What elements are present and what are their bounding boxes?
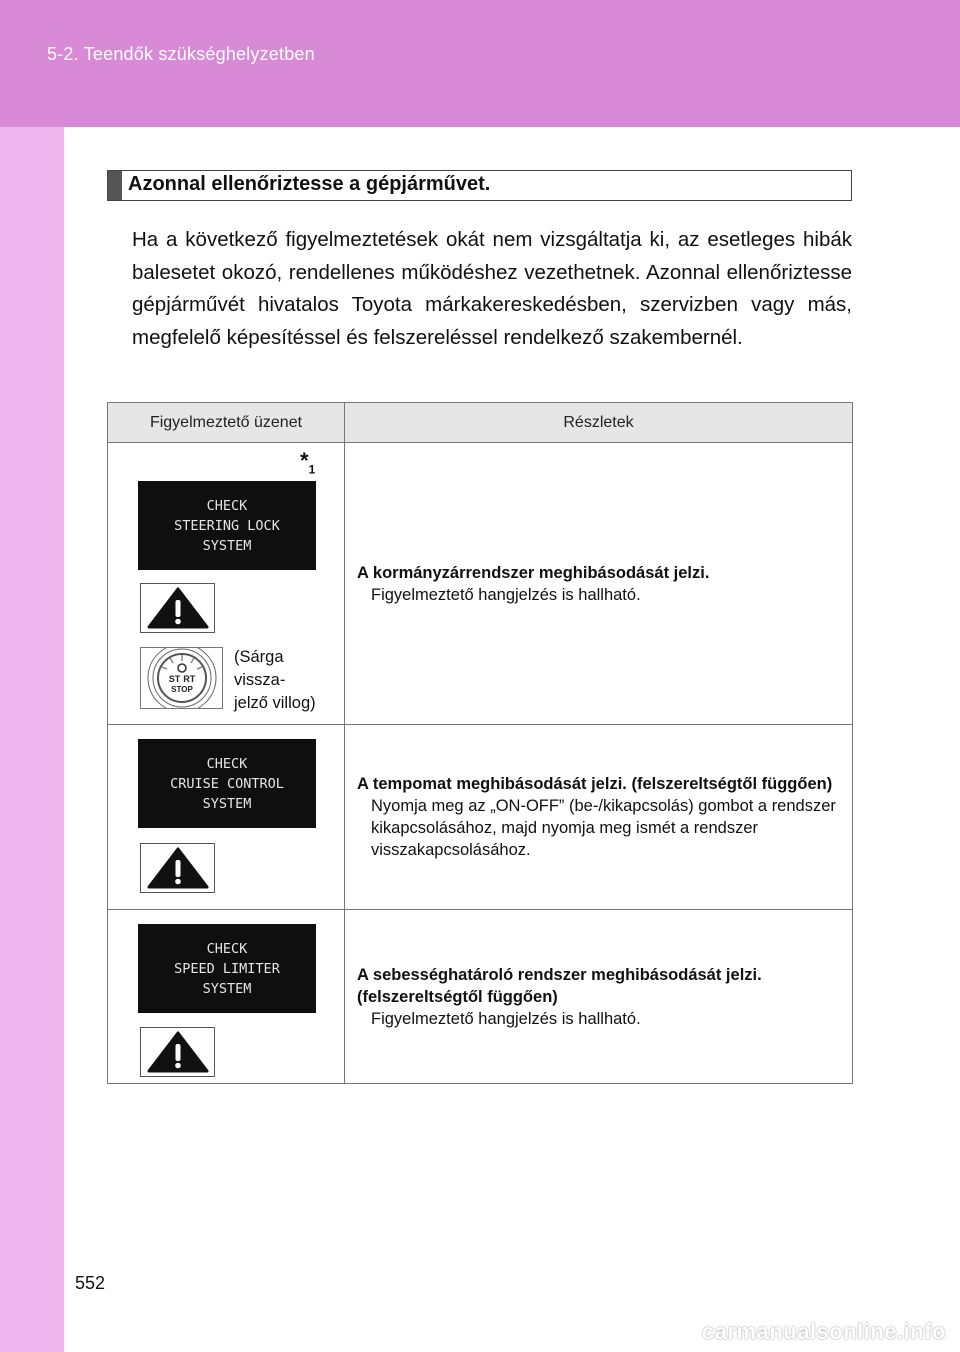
lcd-display: CHECK CRUISE CONTROL SYSTEM — [138, 739, 316, 828]
detail-text: Figyelmeztető hangjelzés is hallható. — [371, 1009, 641, 1028]
table-row — [108, 910, 853, 1084]
table-header-row — [108, 403, 853, 443]
column-header-details: Részletek — [345, 403, 853, 443]
svg-text:STOP: STOP — [170, 685, 193, 694]
detail-title: A tempomat meghibásodását jelzi. (felszereltségtől függően) — [357, 775, 833, 793]
warning-triangle-icon — [140, 843, 215, 893]
message-cell — [108, 725, 345, 910]
section-heading — [107, 170, 852, 201]
details-cell — [345, 910, 853, 1084]
lcd-display: CHECK STEERING LOCK SYSTEM — [138, 481, 316, 570]
page-header — [0, 0, 960, 127]
intro-paragraph: Ha a következő figyelmeztetések okát nem vizsgáltatja ki, az esetleges hibák balesetet okozó, rendellenes működéshez vezethetnek. Azonnal ellenőriztesse gépjárművét hivatalos Toyota márkakereskedésben, szervizben vagy más, megfelelő képesítéssel és felszereléssel rendelkező szakembernél. — [132, 228, 852, 349]
details-cell — [345, 725, 853, 910]
message-cell — [108, 443, 345, 725]
column-header-message: Figyelmeztető üzenet — [108, 403, 345, 443]
heading-bar — [108, 171, 122, 200]
details-cell — [345, 443, 853, 725]
message-cell — [108, 910, 345, 1084]
table-row — [108, 443, 853, 725]
warning-triangle-icon — [140, 583, 215, 633]
warning-table — [107, 402, 853, 1084]
detail-title: A sebességhatároló rendszer meghibásodását jelzi. (felszereltségtől függően) — [357, 965, 762, 1006]
footnote-marker: $*_1$ — [300, 448, 316, 477]
table-row — [108, 725, 853, 910]
svg-text:STRT: ST RT — [168, 674, 195, 684]
section-breadcrumb: 5-2. Teendők szükséghelyzetben — [47, 44, 315, 64]
warning-triangle-icon — [140, 1027, 215, 1077]
page-number: 552 — [75, 1273, 106, 1293]
detail-title: A kormányzárrendszer meghibásodását jelzi. — [357, 563, 710, 582]
detail-text: Nyomja meg az „ON-OFF” (be-/kikapcsolás) gombot a rendszer kikapcsolásához, majd nyomja meg ismét a rendszer visszakapcsolásához. — [371, 797, 836, 859]
sidebar-band — [0, 0, 64, 1352]
start-stop-icon — [140, 647, 223, 709]
section-title: Azonnal ellenőriztesse a gépjárművet. — [128, 173, 491, 195]
indicator-note: (Sárga vissza- jelző villog) — [234, 648, 316, 712]
detail-text: Figyelmeztető hangjelzés is hallható. — [371, 585, 641, 604]
lcd-display: CHECK SPEED LIMITER SYSTEM — [138, 924, 316, 1013]
watermark-site: carmanualsonline.info — [702, 1319, 946, 1344]
